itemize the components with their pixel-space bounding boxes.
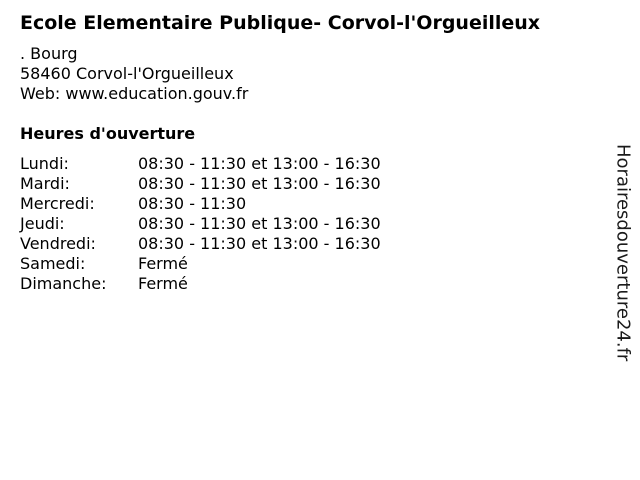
site-watermark (612, 133, 634, 373)
time-value: 08:30 - 11:30 et 13:00 - 16:30 (138, 234, 381, 253)
time-value: 08:30 - 11:30 et 13:00 - 16:30 (138, 214, 381, 233)
time-value: 08:30 - 11:30 (138, 194, 247, 213)
hours-row-lundi (20, 154, 381, 174)
address-street: . Bourg (20, 44, 78, 63)
hours-row-vendredi (20, 234, 381, 254)
day-label: Mercredi: (20, 194, 95, 213)
page-title: Ecole Elementaire Publique- Corvol-l'Orgueilleux (20, 12, 541, 34)
time-value: Fermé (138, 254, 188, 273)
day-label: Vendredi: (20, 234, 96, 253)
hours-row-samedi (20, 254, 381, 274)
day-label: Lundi: (20, 154, 69, 173)
time-value: 08:30 - 11:30 et 13:00 - 16:30 (138, 174, 381, 193)
hours-row-mercredi (20, 194, 381, 214)
hours-heading: Heures d'ouverture (20, 124, 196, 143)
day-label: Dimanche: (20, 274, 107, 293)
website-link[interactable]: Web: www.education.gouv.fr (20, 84, 249, 103)
day-label: Jeudi: (20, 214, 65, 233)
hours-row-mardi (20, 174, 381, 194)
time-value: 08:30 - 11:30 et 13:00 - 16:30 (138, 154, 381, 173)
address-block (20, 44, 248, 104)
hours-row-dimanche (20, 274, 381, 294)
time-value: Fermé (138, 274, 188, 293)
address-city: 58460 Corvol-l'Orgueilleux (20, 64, 234, 83)
day-label: Samedi: (20, 254, 86, 273)
hours-row-jeudi (20, 214, 381, 234)
opening-hours-list (20, 154, 381, 294)
day-label: Mardi: (20, 174, 70, 193)
watermark-text: Horairesdouverture24.fr (612, 144, 634, 362)
